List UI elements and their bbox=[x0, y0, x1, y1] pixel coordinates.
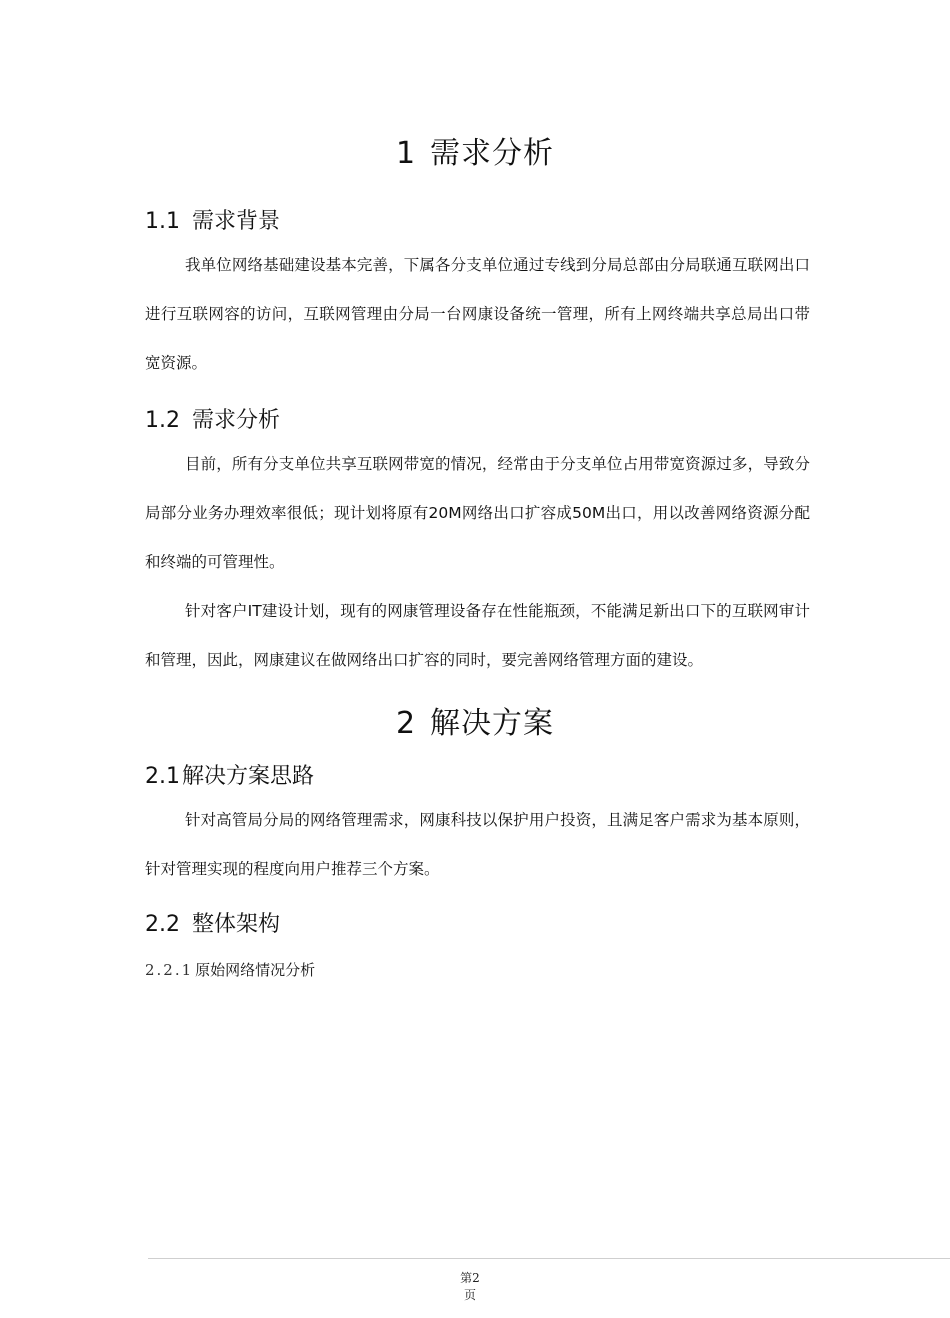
subsection-1-1-heading bbox=[145, 204, 280, 235]
subsection-title: 需求分析 bbox=[192, 408, 281, 433]
paragraph-approach: 针对高管局分局的网络管理需求，网康科技以保护用户投资，且满足客户需求为基本原则，针对管理实现的程度向用户推荐三个方案。 bbox=[145, 811, 810, 878]
subsection-number: 1.1 bbox=[145, 209, 180, 234]
subsection-2-1-heading bbox=[145, 759, 314, 790]
subsubsection-2-2-1-heading bbox=[145, 959, 315, 980]
subsubsection-number: 2.2.1 bbox=[145, 961, 194, 979]
section-title: 解决方案 bbox=[430, 706, 555, 741]
subsection-number: 2.1 bbox=[145, 764, 180, 789]
section-title: 需求分析 bbox=[430, 136, 555, 171]
page-number-line-1: 第2 bbox=[460, 1271, 480, 1285]
page-number bbox=[0, 1270, 940, 1304]
paragraph-analysis-2: 针对客户IT建设计划，现有的网康管理设备存在性能瓶颈，不能满足新出口下的互联网审计和管理，因此，网康建议在做网络出口扩容的同时，要完善网络管理方面的建设。 bbox=[145, 602, 810, 669]
page-number-line-2: 页 bbox=[463, 1288, 476, 1302]
section-1-heading bbox=[0, 128, 950, 172]
section-number: 2 bbox=[395, 706, 417, 741]
subsection-number: 1.2 bbox=[145, 408, 180, 433]
paragraph-background: 我单位网络基础建设基本完善，下属各分支单位通过专线到分局总部由分局联通互联网出口进行互联网容的访问，互联网管理由分局一台网康设备统一管理，所有上网终端共享总局出口带宽资源。 bbox=[145, 256, 810, 372]
subsubsection-title: 原始网络情况分析 bbox=[195, 961, 316, 979]
subsection-1-2-heading bbox=[145, 403, 280, 434]
footer-divider bbox=[148, 1258, 950, 1259]
subsection-title: 需求背景 bbox=[192, 209, 281, 234]
subsection-title: 整体架构 bbox=[192, 912, 281, 937]
section-number: 1 bbox=[395, 136, 417, 171]
section-2-heading bbox=[0, 698, 950, 742]
subsection-number: 2.2 bbox=[145, 912, 180, 937]
subsection-title: 解决方案思路 bbox=[182, 764, 315, 789]
paragraph-analysis-1: 目前，所有分支单位共享互联网带宽的情况，经常由于分支单位占用带宽资源过多，导致分局部分业务办理效率很低；现计划将原有20M网络出口扩容成50M出口，用以改善网络资源分配和终端的可管理性。 bbox=[145, 455, 810, 571]
subsection-2-2-heading bbox=[145, 907, 280, 938]
